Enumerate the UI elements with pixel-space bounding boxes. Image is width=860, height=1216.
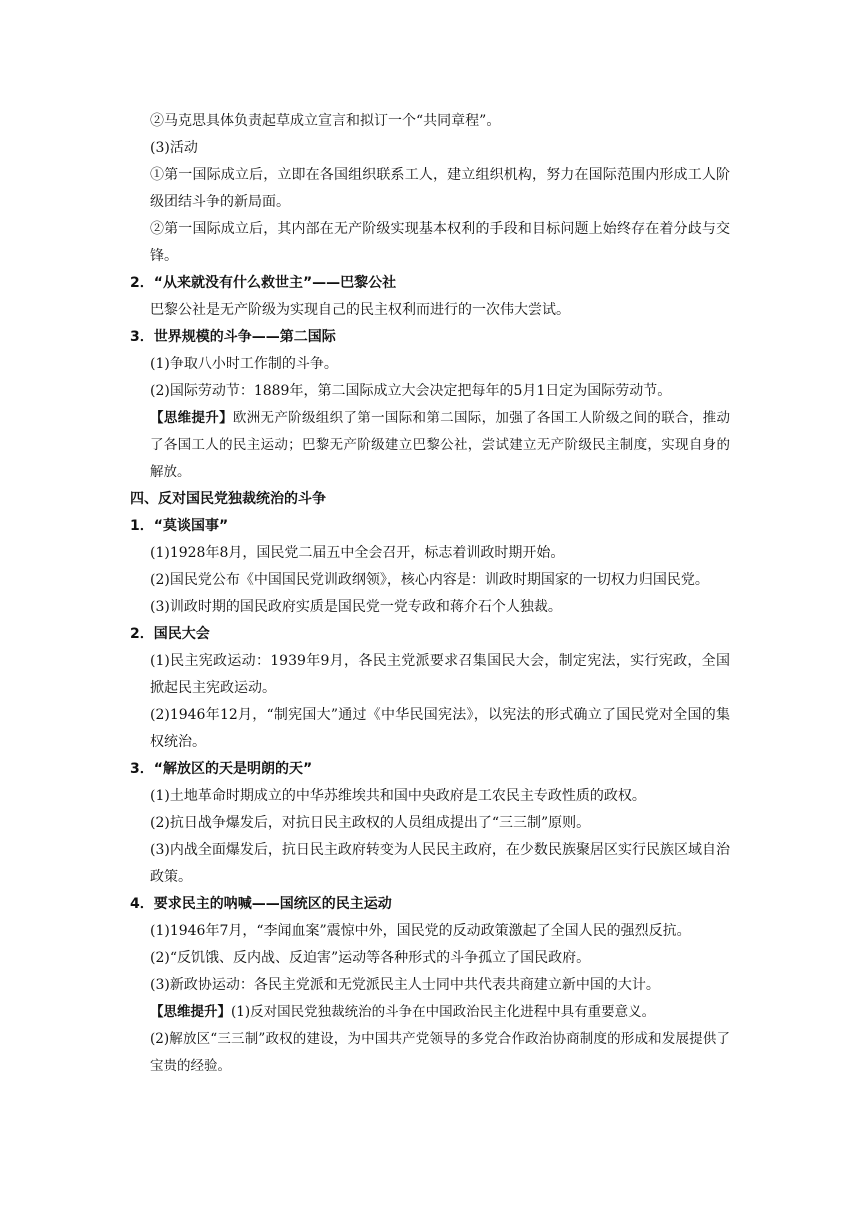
paragraph: (2)抗日战争爆发后，对抗日民主政权的人员组成提出了“三三制”原则。 (150, 815, 591, 831)
paragraph: (1)民主宪政运动：1939年9月，各民主党派要求召集国民大会，制定宪法，实行宪政，全国掀起民主宪政运动。 (150, 653, 730, 696)
paragraph: 巴黎公社是无产阶级为实现自己的民主权利而进行的一次伟大尝试。 (150, 302, 570, 318)
paragraph: (2)1946年12月，“制宪国大”通过《中华民国宪法》，以宪法的形式确立了国民党对全国的集权统治。 (150, 707, 730, 750)
paragraph: (1)土地革命时期成立的中华苏维埃共和国中央政府是工农民主专政性质的政权。 (150, 788, 646, 804)
paragraph: (2)“反饥饿、反内战、反迫害”运动等各种形式的斗争孤立了国民政府。 (150, 950, 591, 966)
thinking-tag: 【思维提升】 (150, 410, 233, 426)
document-content (130, 108, 730, 1080)
paragraph: ①第一国际成立后，立即在各国组织联系工人，建立组织机构，努力在国际范围内形成工人阶级团结斗争的新局面。 (150, 167, 730, 210)
paragraph: (3)训政时期的国民政府实质是国民党一党专政和蒋介石个人独裁。 (150, 599, 562, 615)
thinking-text: 欧洲无产阶级组织了第一国际和第二国际，加强了各国工人阶级之间的联合，推动了各国工人的民主运动；巴黎无产阶级建立巴黎公社，尝试建立无产阶级民主制度，实现自身的解放。 (150, 410, 731, 480)
paragraph: ②马克思具体负责起草成立宣言和拟订一个“共同章程”。 (150, 113, 501, 129)
paragraph: ②第一国际成立后，其内部在无产阶级实现基本权利的手段和目标问题上始终存在着分歧与交锋。 (150, 221, 730, 264)
thinking-tag: 【思维提升】 (150, 1004, 231, 1020)
subheading: 3．世界规模的斗争——第二国际 (130, 329, 336, 345)
paragraph: (3)新政协运动：各民主党派和无党派民主人士同中共代表共商建立新中国的大计。 (150, 977, 660, 993)
paragraph: (2)国际劳动节：1889年，第二国际成立大会决定把每年的5月1日定为国际劳动节。 (150, 383, 672, 399)
thinking-note (130, 405, 730, 486)
paragraph: (3)内战全面爆发后，抗日民主政府转变为人民民主政府，在少数民族聚居区实行民族区域自治政策。 (150, 842, 730, 885)
paragraph: (1)1928年8月，国民党二届五中全会召开，标志着训政时期开始。 (150, 545, 565, 561)
subheading: 3．“解放区的天是明朗的天” (130, 761, 313, 777)
thinking-note (130, 999, 730, 1026)
thinking-note-continued: (2)解放区“三三制”政权的建设，为中国共产党领导的多党合作政治协商制度的形成和发展提供了宝贵的经验。 (150, 1031, 730, 1074)
subheading: 2．“从来就没有什么救世主”——巴黎公社 (130, 275, 397, 291)
subheading: 2．国民大会 (130, 626, 210, 642)
paragraph: (1)1946年7月，“李闻血案”震惊中外，国民党的反动政策激起了全国人民的强烈反抗。 (150, 923, 691, 939)
section-heading: 四、反对国民党独裁统治的斗争 (130, 491, 326, 507)
subheading: 1．“莫谈国事” (130, 518, 229, 534)
paragraph: (3)活动 (150, 140, 198, 156)
paragraph: (1)争取八小时工作制的斗争。 (150, 356, 338, 372)
thinking-text: (1)反对国民党独裁统治的斗争在中国政治民主化进程中具有重要意义。 (231, 1004, 656, 1020)
subheading: 4．要求民主的呐喊——国统区的民主运动 (130, 896, 392, 912)
paragraph: (2)国民党公布《中国国民党训政纲领》，核心内容是：训政时期国家的一切权力归国民党。 (150, 572, 709, 588)
